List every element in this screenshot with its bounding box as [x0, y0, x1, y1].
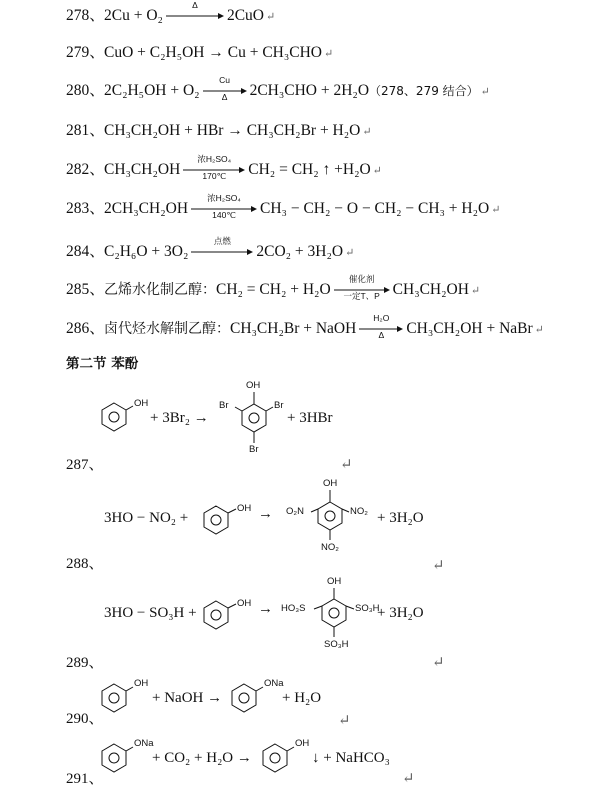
reaction-number-287: 287、 — [66, 457, 104, 473]
reaction-number-289: 289、 — [66, 655, 104, 671]
reaction-number-288: 288、 — [66, 556, 104, 572]
equation-284: 284、C₂H₆O + 3O₂ 点燃 2CO₂ + 3H₂O ↵ — [66, 236, 355, 260]
section-heading: 第二节 苯酚 — [66, 356, 139, 372]
equation-281: 281、CH₃CH₂OH + HBr → CH₃CH₂Br + H₂O ↵ — [66, 122, 372, 139]
equation-282: 282、CH₃CH₂OH 浓H₂SO₄ 170℃ CH₂ = CH₂ ↑ +H₂O ↵ — [66, 154, 382, 182]
sulfonated-ring-289 — [314, 588, 354, 637]
equation-285: 285、乙烯水化制乙醇：CH₂ = CH₂ + H₂O 催化剂 一定T、P CH₃CH₂OH ↵ — [66, 274, 481, 302]
equation-278: 278、2Cu + O₂ Δ 2CuO ↵ — [66, 0, 276, 24]
picric-acid-ring-288 — [311, 490, 349, 540]
equation-283: 283、2CH₃CH₂OH 浓H₂SO₄ 140℃ CH₃ − CH₂ − O − CH₂ − CH₃ + H₂O ↵ — [66, 193, 501, 221]
phenol-ring-289 — [204, 601, 236, 629]
equation-280: 280、2C₂H₅OH + O₂ Cu Δ 2CH₃CHO + 2H₂O（278、279 结合） ↵ — [66, 75, 490, 103]
tribromophenol-ring-287 — [235, 392, 273, 443]
phenol-ring-287 — [102, 403, 133, 431]
reaction-number-291: 291、 — [66, 771, 104, 787]
equation-279: 279、CuO + C₂H₅OH → Cu + CH₃CHO ↵ — [66, 44, 334, 61]
reaction-number-290: 290、 — [66, 711, 104, 727]
phenol-ring-288 — [204, 506, 236, 534]
phenol-ring-291 — [263, 744, 294, 772]
phenol-ring-290 — [102, 684, 133, 712]
phenoxide-ring-290 — [232, 684, 263, 712]
phenoxide-ring-291 — [102, 744, 133, 772]
equation-286: 286、卤代烃水解制乙醇：CH₃CH₂Br + NaOH H₂O Δ CH₃CH₂OH + NaBr ↵ — [66, 313, 544, 341]
